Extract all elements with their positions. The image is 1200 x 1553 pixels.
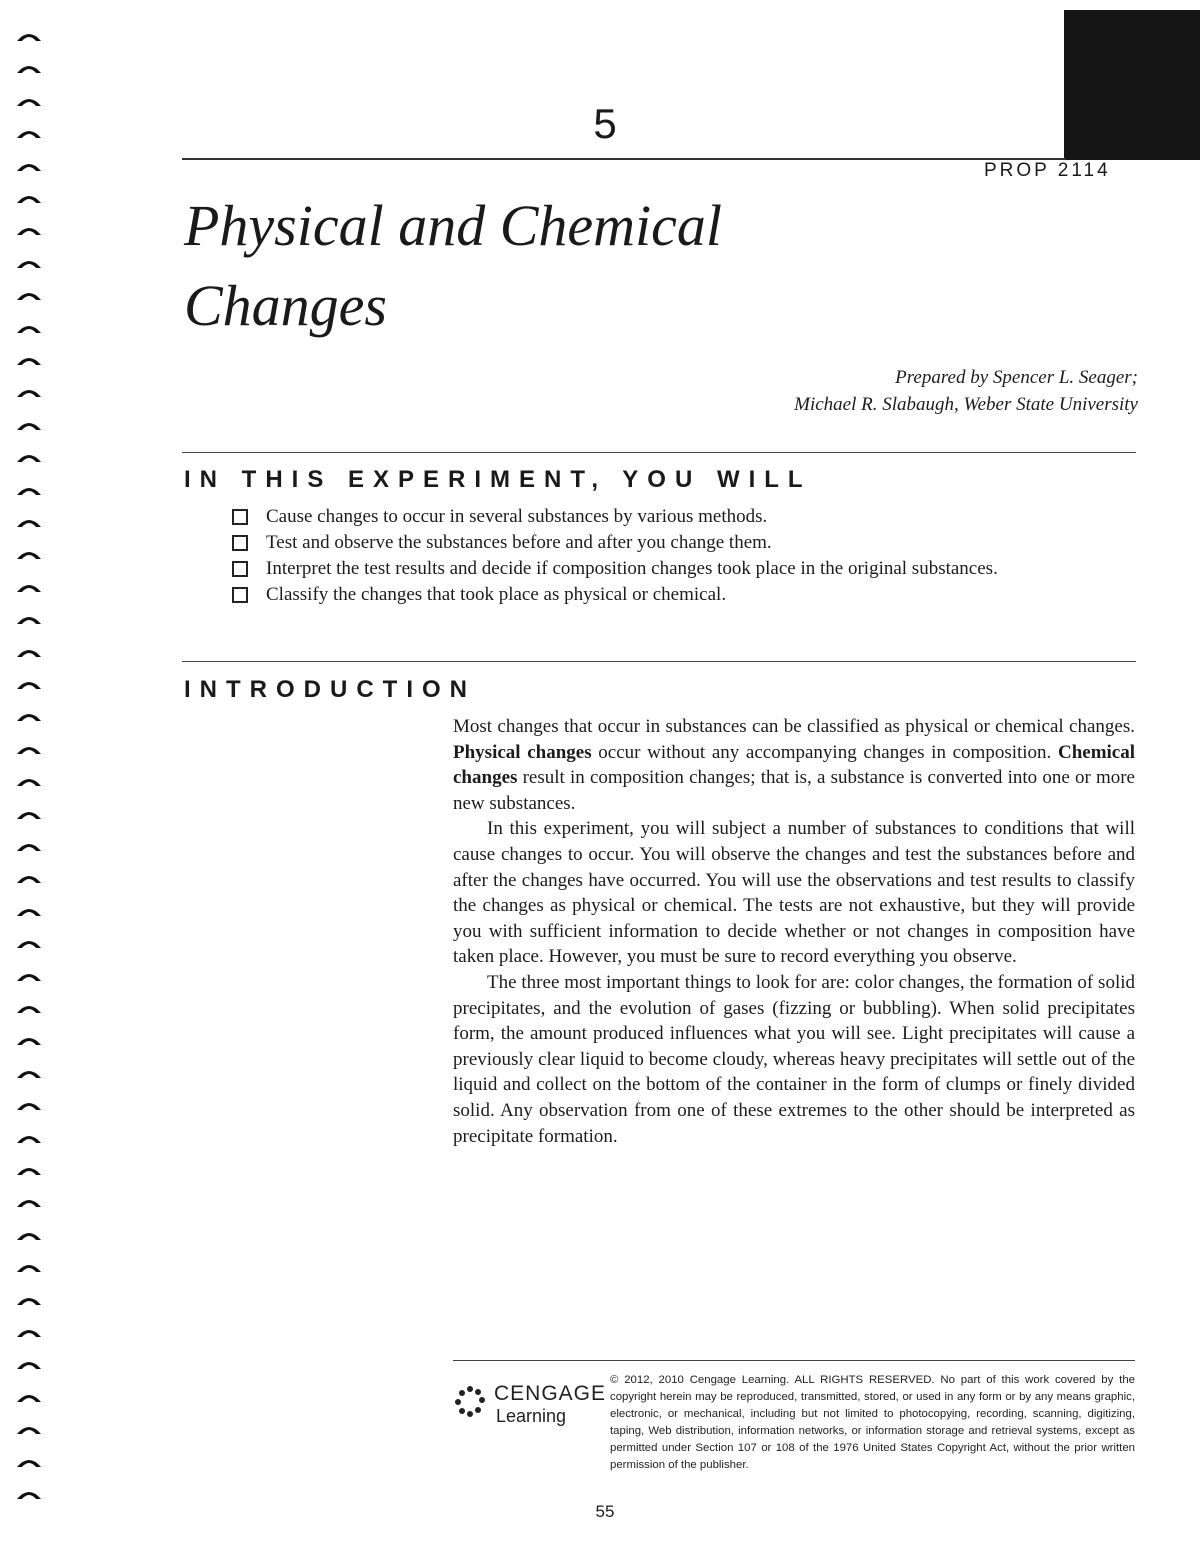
binding-ring-icon [16, 970, 42, 982]
binding-ring-icon [16, 224, 42, 236]
list-item [232, 504, 1092, 530]
page-title [184, 186, 884, 346]
binding-ring-icon [16, 646, 42, 658]
objective-text: Cause changes to occur in several substances by various methods. [266, 506, 768, 527]
authors-line-2: Michael R. Slabaugh, Weber State University [794, 394, 1138, 415]
binding-ring-icon [16, 386, 42, 398]
binding-ring-icon [16, 1002, 42, 1014]
header-rule [182, 158, 1066, 160]
binding-ring-icon [16, 1261, 42, 1273]
binding-ring-icon [16, 1229, 42, 1241]
binding-ring-icon [16, 62, 42, 74]
list-item [232, 582, 1092, 608]
binding-ring-icon [16, 516, 42, 528]
binding-ring-icon [16, 548, 42, 560]
binding-ring-icon [16, 1034, 42, 1046]
title-line-1: Physical and Chemical [184, 193, 723, 258]
binding-ring-icon [16, 127, 42, 139]
intro-text: result in composition changes; that is, a substance is converted into one or more new substances. [453, 767, 1135, 814]
introduction-heading: INTRODUCTION [184, 676, 476, 703]
chapter-tab [1064, 10, 1200, 160]
objectives-list [232, 504, 1092, 608]
binding-ring-icon [16, 872, 42, 884]
binding-ring-icon [16, 1067, 42, 1079]
binding-ring-icon [16, 937, 42, 949]
section-rule-introduction [182, 661, 1136, 662]
binding-ring-icon [16, 840, 42, 852]
intro-paragraph-3: The three most important things to look for are: color changes, the formation of solid precipitates, and the evolution of gases (fizzing or bubbling). When solid precipitates form, the amount produced influences what you will see. Light precipitates will cause a previously clear liquid to become cloudy, whereas heavy precipitates will settle out of the liquid and collect on the bottom of the container in the form of clumps or finely divided solid. Any observation from one of these extremes to the other should be interpreted as precipitate formation. [453, 971, 1135, 1147]
checkbox-icon [232, 587, 248, 603]
chapter-number: 5 [593, 100, 617, 147]
copyright-notice: © 2012, 2010 Cengage Learning. ALL RIGHTS RESERVED. No part of this work covered by the copyright herein may be reproduced, transmitted, stored, or used in any form or by any means graphic, electronic, or mechanical, including but not limited to photocopying, recording, scanning, digitizing, taping, Web distribution, information networks, or information storage and retrieval systems, except as permitted under Section 107 or 108 of the 1976 United States Copyright Act, without the prior written permission of the publisher. [610, 1374, 1135, 1471]
binding-ring-icon [16, 192, 42, 204]
binding-ring-icon [16, 451, 42, 463]
binding-ring-icon [16, 160, 42, 172]
binding-ring-icon [16, 1488, 42, 1500]
authors [794, 364, 1138, 418]
list-item [232, 530, 1092, 556]
binding-ring-icon [16, 1294, 42, 1306]
intro-paragraph-2: In this experiment, you will subject a number of substances to conditions that will cause changes to occur. You will observe the changes and test the substances before and after the changes have occurred. You will use the observations and test results to classify the changes as physical or chemical. The tests are not exhaustive, but they will provide you with sufficient information to decide whether or not changes in composition have taken place. However, you must be sure to record everything you observe. [453, 818, 1135, 968]
binding-ring-icon [16, 1326, 42, 1338]
spiral-binding [0, 0, 60, 1553]
binding-ring-icon [16, 1423, 42, 1435]
binding-ring-icon [16, 484, 42, 496]
binding-ring-icon [16, 743, 42, 755]
binding-ring-icon [16, 905, 42, 917]
list-item [232, 556, 1092, 582]
binding-ring-icon [16, 581, 42, 593]
intro-text: occur without any accompanying changes in composition. [591, 741, 1058, 763]
introduction-body [453, 714, 1135, 1149]
binding-ring-icon [16, 289, 42, 301]
intro-paragraph-1 [453, 714, 1135, 816]
term-physical-changes: Physical changes [453, 741, 592, 763]
binding-ring-icon [16, 1456, 42, 1468]
binding-ring-icon [16, 354, 42, 366]
logo-wordmark-top: CENGAGE [494, 1382, 607, 1405]
title-line-2: Changes [184, 273, 387, 338]
objective-text: Test and observe the substances before and after you change them. [266, 532, 772, 553]
checkbox-icon [232, 561, 248, 577]
binding-ring-icon [16, 775, 42, 787]
objectives-heading: IN THIS EXPERIMENT, YOU WILL [184, 466, 812, 493]
authors-line-1: Prepared by Spencer L. Seager; [895, 367, 1138, 388]
binding-ring-icon [16, 1358, 42, 1370]
binding-ring-icon [16, 1132, 42, 1144]
binding-ring-icon [16, 808, 42, 820]
binding-ring-icon [16, 1391, 42, 1403]
binding-ring-icon [16, 419, 42, 431]
objective-text: Classify the changes that took place as physical or chemical. [266, 584, 727, 605]
binding-ring-icon [16, 678, 42, 690]
binding-ring-icon [16, 322, 42, 334]
binding-ring-icon [16, 613, 42, 625]
logo-wordmark-bottom: Learning [496, 1406, 567, 1426]
binding-ring-icon [16, 1196, 42, 1208]
term-chemical-changes: Chemical changes [453, 741, 1136, 789]
binding-ring-icon [16, 257, 42, 269]
checkbox-icon [232, 535, 248, 551]
binding-ring-icon [16, 1164, 42, 1176]
binding-ring-icon [16, 710, 42, 722]
intro-text: Most changes that occur in substances can be classified as physical or chemical changes. [453, 716, 1135, 737]
cengage-mark-icon [452, 1384, 488, 1424]
footer-rule [453, 1360, 1135, 1361]
objective-text: Interpret the test results and decide if composition changes took place in the original substances. [266, 558, 998, 579]
binding-ring-icon [16, 30, 42, 42]
binding-ring-icon [16, 1099, 42, 1111]
prop-code: PROP 2114 [984, 160, 1111, 181]
page-number: 55 [595, 1502, 615, 1521]
checkbox-icon [232, 509, 248, 525]
section-rule-objectives [182, 452, 1136, 453]
cengage-logo [452, 1380, 607, 1430]
binding-ring-icon [16, 95, 42, 107]
